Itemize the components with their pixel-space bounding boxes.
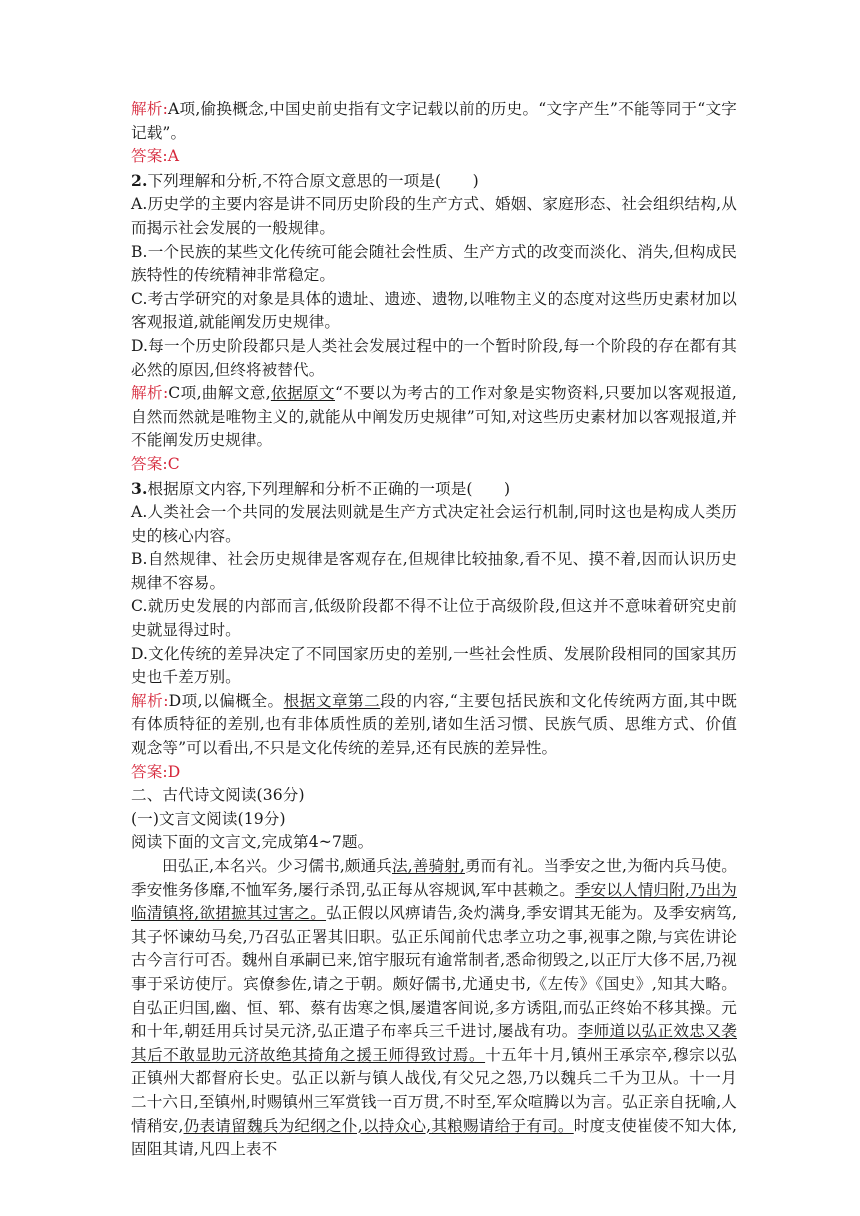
analysis-text: “不要以为考古的工作对象是实物资料,只要加以客观报道,自然而然就是唯物主义的,就能从中阐发历史规律”可知,对这些历史素材加以客观报道,并不能阐发历史规律。 — [131, 384, 737, 450]
passage-underline: 仍表请留魏兵为纪纲之仆,以持众心,其粮赐请给于有司。 — [183, 1116, 574, 1135]
q2-option-b: B.一个民族的某些文化传统可能会随社会性质、生产方式的改变而淡化、消失,但构成民族特性的传统精神非常稳定。 — [131, 242, 737, 285]
passage-text: 田弘正,本名兴。少习儒书,颇通兵 — [162, 857, 392, 875]
question-text: 根据原文内容,下列理解和分析不正确的一项是( ) — [147, 479, 511, 498]
document-page — [131, 98, 737, 1162]
section-instruction: 阅读下面的文言文,完成第4~7题。 — [131, 833, 374, 852]
q2-answer: 答案:C — [131, 454, 180, 473]
classical-passage — [131, 855, 737, 1162]
passage-text: 勇而有礼。当季安之世,为衙内兵马使。季安惟务侈靡,不恤军务,屡行杀罚,弘正每从容规讽,军中甚赖之。 — [131, 857, 737, 899]
passage-underline: 李师道以弘正效忠又袭其后不敢显助元济故绝其掎角之援王师得致讨焉。 — [131, 1022, 737, 1064]
analysis-text: A项,偷换概念,中国史前史指有文字记载以前的历史。“文字产生”不能等同于“文字记载”。 — [131, 100, 737, 142]
q3-analysis — [131, 690, 737, 761]
q2-analysis — [131, 382, 737, 453]
analysis-label: 解析: — [131, 384, 169, 403]
q3-option-b: B.自然规律、社会历史规律是客观存在,但规律比较抽象,看不见、摸不着,因而认识历史规律不容易。 — [131, 550, 737, 592]
q1-answer: 答案:A — [131, 147, 180, 166]
passage-text: 十五年十月,镇州王承宗卒,穆宗以弘正镇州大都督府长史。弘正以新与镇人战伐,有父兄之怨,乃以魏兵二千为卫从。十一月二十六日,至镇州,时赐镇州三军赏钱一百万贯,不时至,军众喧腾以为言。弘正亲自抚喻,人情稍安, — [131, 1045, 737, 1135]
analysis-label: 解析: — [131, 691, 169, 710]
q2-option-d: D.每一个历史阶段都只是人类社会发展过程中的一个暂时阶段,每一个阶段的存在都有其必然的原因,但终将被替代。 — [131, 336, 737, 379]
q1-analysis — [131, 98, 737, 145]
q2-option-c: C.考古学研究的对象是具体的遗址、遗迹、遗物,以唯物主义的态度对这些历史素材加以客观报道,就能阐发历史规律。 — [131, 289, 737, 332]
passage-underline: 法,善骑射, — [392, 857, 465, 875]
analysis-text: C项,曲解文意, — [168, 384, 271, 403]
q3-option-a: A.人类社会一个共同的发展法则就是生产方式决定社会运行机制,同时这也是构成人类历史的核心内容。 — [131, 503, 737, 545]
q3-stem — [131, 477, 737, 502]
analysis-label: 解析: — [131, 100, 169, 118]
q2-option-a: A.历史学的主要内容是讲不同历史阶段的生产方式、婚姻、家庭形态、社会组织结构,从而揭示社会发展的一般规律。 — [131, 195, 737, 237]
q2-stem — [131, 169, 737, 194]
q3-option-d: D.文化传统的差异决定了不同国家历史的差别,一些社会性质、发展阶段相同的国家其历史也千差万别。 — [131, 644, 737, 687]
passage-underline: 季安以人情归附,乃出为临清镇将,欲捃摭其过害之。 — [131, 880, 737, 923]
section-subheading: (一)文言文阅读(19分) — [131, 809, 286, 828]
analysis-text: D项,以偏概全。 — [168, 691, 284, 710]
q3-answer: 答案:D — [131, 762, 181, 781]
passage-text: 弘正假以风痹请告,灸灼满身,季安谓其无能为。及季安病笃,其子怀谏幼马矣,乃召弘正署其旧职。弘正乐闻前代忠孝立功之事,视事之隙,与宾佐讲论古今言行可否。魏州自承嗣已来,馆宇服玩有逾常制者,悉命彻毁之,以正厅大侈不居,乃视事于采访使厅。宾僚参佐,请之于朝。颇好儒书,尤通史书,《左传》《国史》,知其大略。自弘正归国,幽、恒、郓、蔡有齿寒之惧,屡遣客间说,多方诱阻,而弘正终始不移其操。元和十年,朝廷用兵讨吴元济,弘正遣子布率兵三千进讨,屡战有功。 — [131, 904, 737, 1041]
analysis-underline: 依据原文 — [270, 384, 335, 403]
q3-option-c: C.就历史发展的内部而言,低级阶段都不得不让位于高级阶段,但这并不意味着研究史前史就显得过时。 — [131, 597, 737, 640]
section-heading: 二、古代诗文阅读(36分) — [131, 786, 305, 805]
analysis-underline: 根据文章第二 — [283, 691, 381, 710]
question-text: 下列理解和分析,不符合原文意思的一项是( ) — [147, 171, 479, 190]
passage-text: 时度支使崔倰不知大体,固阻其请,凡四上表不 — [131, 1116, 738, 1159]
analysis-text: 段的内容,“主要包括民族和文化传统两方面,其中既有体质特征的差别,也有非体质性质的差别,诸如生活习惯、民族气质、思维方式、价值观念等”可以看出,不只是文化传统的差异,还有民族的差异性。 — [131, 691, 737, 758]
question-number: 3. — [131, 478, 148, 498]
question-number: 2. — [131, 170, 148, 190]
